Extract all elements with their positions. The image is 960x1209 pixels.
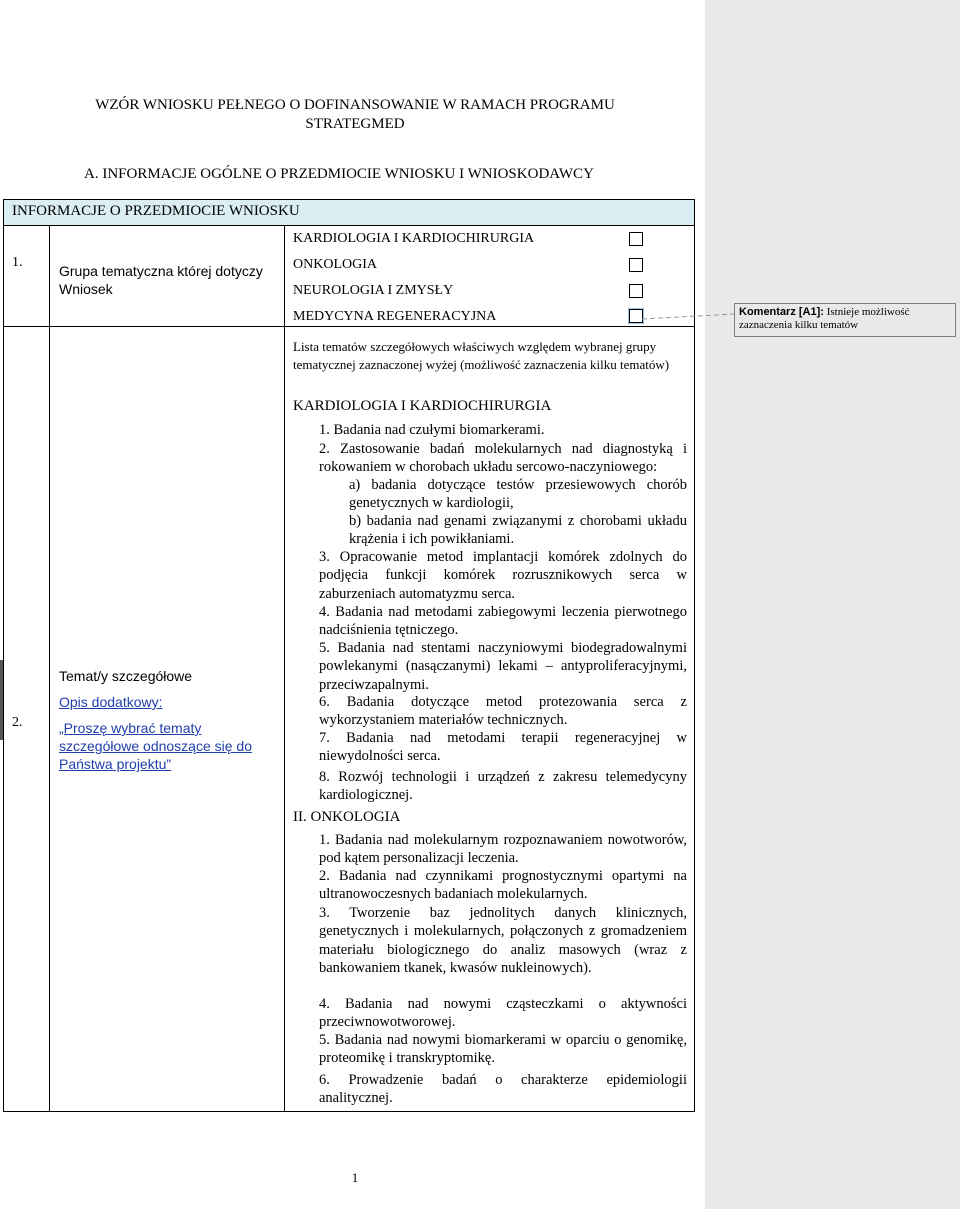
comment-tag: Komentarz [A1]:: [739, 306, 824, 318]
onko-item-4: 4. Badania nad nowymi cząsteczkami o aktywności przeciwnowotworowej.: [319, 996, 687, 1031]
opis-dodatkowy-text: „Proszę wybrać tematy szczegółowe odnoszące się do Państwa projektu”: [59, 720, 253, 772]
kardio-item-1: 1. Badania nad czułymi biomarkerami.: [319, 422, 545, 438]
temat-label: Temat/y szczegółowe: [59, 668, 193, 684]
group-label-neurologia: NEUROLOGIA I ZMYSŁY: [293, 283, 454, 298]
kardio-item-5: 5. Badania nad stentami naczyniowymi biodegradowalnymi powlekanymi (nasączanymi) lekami – antyproliferacyjnymi, przeciwzapalnymi.: [319, 640, 687, 693]
kardio-item-2a: a) badania dotyczące testów przesiewowych chorób genetycznych w kardiologii,: [349, 477, 687, 512]
subsection-band: INFORMACJE O PRZEDMIOCIE WNIOSKU: [3, 199, 695, 226]
page-number: 1: [351, 1170, 359, 1185]
onko-item-6: 6. Prowadzenie badań o charakterze epidemiologii analitycznej.: [319, 1072, 687, 1107]
group-label-kardiologia: KARDIOLOGIA I KARDIOCHIRURGIA: [293, 231, 535, 246]
onko-item-3: 3. Tworzenie baz jednolitych danych klinicznych, genetycznych i molekularnych, połączonych z gromadzeniem materiału biologicznego do analiz masowych (wraz z bankowaniem tkanek, kwasów nukleinowych).: [319, 905, 687, 977]
group-checkbox-kardiologia[interactable]: [629, 232, 643, 246]
onko-item-2: 2. Badania nad czynnikami prognostycznymi opartymi na ultranowoczesnych badaniach molekularnych.: [319, 868, 687, 903]
table-cell-number-2: [3, 326, 50, 1112]
kardio-item-8: 8. Rozwój technologii i urządzeń z zakresu telemedycyny kardiologicznej.: [319, 769, 687, 804]
kardio-item-2b: b) badania nad genami związanymi z chorobami układu krążenia i ich powikłaniami.: [349, 513, 687, 548]
onko-heading: II. ONKOLOGIA: [293, 809, 401, 825]
document-title: [40, 96, 670, 134]
group-label-onkologia: ONKOLOGIA: [293, 257, 377, 272]
kardio-item-4: 4. Badania nad metodami zabiegowymi leczenia pierwotnego nadciśnienia tętniczego.: [319, 604, 687, 639]
onko-item-1: 1. Badania nad molekularnym rozpoznawaniem nowotworów, pod kątem personalizacji leczenia.: [319, 832, 687, 867]
lista-intro: Lista tematów szczegółowych właściwych względem wybranej grupy tematycznej zaznaczonej wyżej (możliwość zaznaczenia kilku tematów): [293, 339, 670, 372]
document-title-line1: WZÓR WNIOSKU PEŁNEGO O DOFINANSOWANIE W RAMACH PROGRAMU: [95, 97, 615, 113]
document-title-line2: STRATEGMED: [305, 116, 405, 132]
kardio-heading: KARDIOLOGIA I KARDIOCHIRURGIA: [293, 398, 552, 414]
row-number-2: 2.: [12, 715, 23, 730]
group-checkbox-neurologia[interactable]: [629, 284, 643, 298]
kardio-item-3: 3. Opracowanie metod implantacji komórek zdolnych do podjęcia funkcji komórek rozrusznikowych serca w zaburzeniach automatyzmu serca.: [319, 549, 687, 602]
group-checkbox-onkologia[interactable]: [629, 258, 643, 272]
comment-connector-line: [640, 310, 740, 324]
kardio-item-7: 7. Badania nad metodami terapii regeneracyjnej w niewydolności serca.: [319, 730, 687, 765]
row-label-temat: [59, 667, 274, 773]
group-label-medycyna: MEDYCYNA REGENERACYJNA: [293, 309, 497, 324]
onko-item-5: 5. Badania nad nowymi biomarkerami w oparciu o genomikę, proteomikę i transkryptomikę.: [319, 1032, 687, 1067]
section-heading: A. INFORMACJE OGÓLNE O PRZEDMIOCIE WNIOSKU I WNIOSKODAWCY: [84, 166, 594, 182]
row-number-1: 1.: [12, 255, 23, 270]
comment-margin-pane: [705, 0, 960, 1209]
comment-text: Istnieje możliwość zaznaczenia kilku tematów: [739, 306, 910, 331]
change-bar: [0, 660, 3, 740]
opis-dodatkowy-label: Opis dodatkowy:: [59, 694, 163, 710]
comment-balloon[interactable]: [734, 303, 956, 337]
row-label-grupa: Grupa tematyczna której dotyczy Wniosek: [59, 263, 263, 297]
kardio-item-6: 6. Badania dotyczące metod protezowania serca z wykorzystaniem materiałów technicznych.: [319, 694, 687, 729]
kardio-item-2: 2. Zastosowanie badań molekularnych nad diagnostyką i rokowaniem w chorobach układu sercowo-naczyniowego:: [319, 441, 687, 476]
table-cell-number-1: [3, 225, 50, 327]
